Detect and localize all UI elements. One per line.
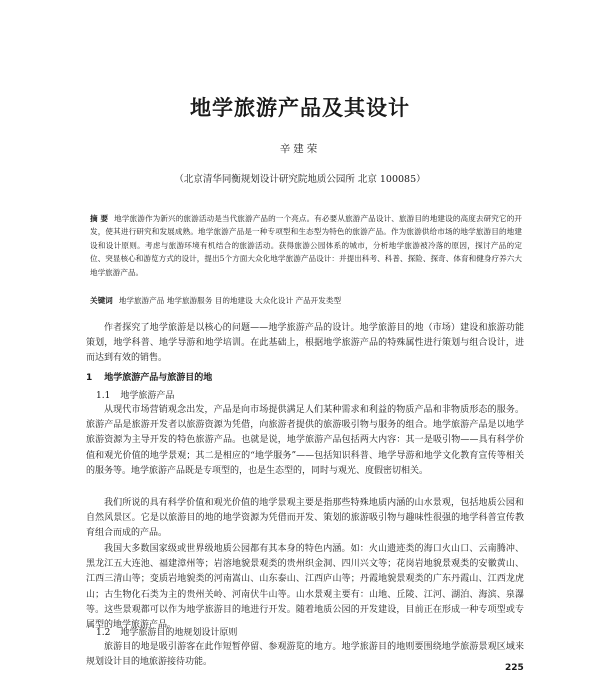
page-number: 225 [505,663,524,673]
subsection-number: 1.1 [96,391,111,401]
section-heading-1 [86,370,212,383]
paragraph-1-4 [86,640,524,670]
paper-title: 地学旅游产品及其设计 [190,96,410,120]
author-name: 辛建荣 [279,143,321,155]
paragraph-text: 旅游目的地是吸引游客在此作短暂停留、参观游览的地方。地学旅游目的地则要围绕地学旅游景观区域来规划设计目的地旅游接待功能。 [86,642,524,668]
paragraph-1-2 [86,496,524,542]
abstract-label: 摘 要 [90,214,109,223]
paragraph-text: 我们所说的具有科学价值和观光价值的地学景观主要是指那些特殊地质内涵的山水景观，包括地质公园和自然风景区。它是以旅游目的地的地学资源为凭借而开发、策划的旅游吸引物与趣味性很强的地学科普宣传教育组合而成的产品。 [86,498,524,539]
section-title: 地学旅游产品与旅游目的地 [104,373,213,383]
paragraph-text: 从现代市场营销观念出发，产品是向市场提供满足人们某种需求和利益的物质产品和非物质形态的服务。旅游产品是旅游开发者以旅游资源为凭借，向旅游者提供的旅游吸引物与服务的组合。地学旅游产品是以地学旅游资源为主导开发的特色旅游产品。也就是说，地学旅游产品包括两大内容：其一是吸引物——具有科学价值和观光价值的地学景观；其二是相应的“地学服务”——包括知识科普、地学导游和地学文化教育宣传等相关的服务等。地学旅游产品既是专项型的，也是生态型的，同时与观光、度假密切相关。 [86,405,524,476]
abstract-text: 地学旅游作为新兴的旅游活动是当代旅游产品的一个亮点。有必要从旅游产品设计、旅游目的地建设的高度去研究它的开发，使其进行研究和发展成熟。地学旅游产品是一种专项型和生态型为特色的旅游产品。作为旅游供给市场的地学旅游目的地建设和设计原则。考虑与旅游环境有机结合的旅游活动。获得旅游公园体系的城市，分析地学旅游被冷落的原因，探讨产品的定位、突显核心和游览方式的设计，提出5个方面大众化地学旅游产品设计：并提出科考、科普、探险、探奇、体育和健身疗养六大地学旅游产品。 [90,214,522,277]
keywords-label: 关键词 [90,296,113,305]
paragraph-text: 我国大多数国家级或世界级地质公园都有其本身的特色内涵。如：火山遗迹类的海口火山口、云南腾冲、黑龙江五大连池、福建漳州等；岩溶地貌景观类的贵州织金洞、四川兴文等；花岗岩地貌景观类的安徽黄山、江西三清山等；变质岩地貌类的河南嵩山、山东泰山、江西庐山等；丹霞地貌景观类的广东丹霞山、江西龙虎山；古生物化石类为主的贵州关岭、河南伏牛山等。山水景观主要有：山地、丘陵、江河、湖泊、海滨、泉瀑等。这些景观都可以作为地学旅游目的地进行开发。随着地质公园的开发建设，目前正在形成一种专项型或专属型的地学旅游产品。 [86,544,524,631]
subsection-number: 1.2 [96,628,111,638]
paragraph-1-1 [86,403,524,479]
abstract [90,212,522,279]
subsection-title: 地学旅游目的地规划设计原则 [120,628,238,638]
subsection-heading-1-2 [96,625,237,638]
keywords [90,294,522,307]
keywords-text: 地学旅游产品 地学旅游服务 目的地建设 大众化设计 产品开发类型 [118,296,342,305]
subsection-title: 地学旅游产品 [120,391,175,401]
intro-text: 作者探究了地学旅游是以核心的问题——地学旅游产品的设计。地学旅游目的地（市场）建设和旅游功能策划，地学科普、地学导游和地学培训。在此基础上，根据地学旅游产品的特殊属性进行策划与组合设计，进而达到有效的销售。 [86,323,524,364]
paragraph-1-3 [86,542,524,633]
intro-paragraph [86,321,524,367]
section-number: 1 [86,373,93,383]
subsection-heading-1-1 [96,388,174,401]
author-affiliation: （北京清华同衡规划设计研究院地质公园所 北京 100085） [174,174,426,185]
